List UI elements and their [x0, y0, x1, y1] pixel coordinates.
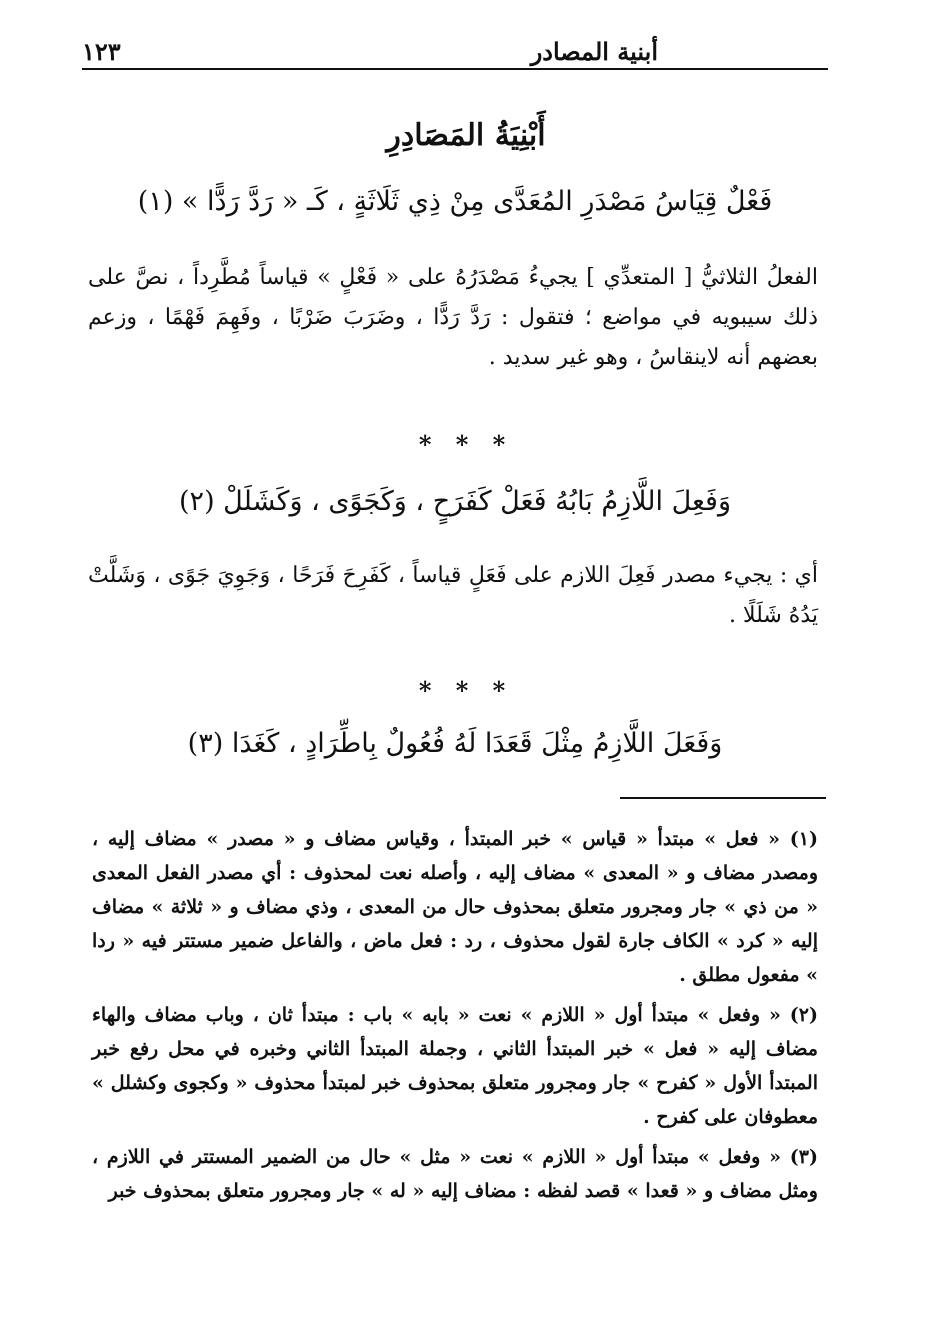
- verse-line-2: وَفَعِلَ اللَّازِمُ بَابُهُ فَعَلْ كَفَرَحٍ ، وَكَجَوًى ، وَكَشَلَلْ (٢): [179, 486, 731, 517]
- footnotes: [92, 822, 818, 1214]
- page-number: ١٢٣: [82, 37, 121, 66]
- footnote-3: (٣) « وفعل » مبتدأ أول « اللازم » نعت « مثل » حال من الضمير المستتر في اللازم ، ومثل مضاف و « قعدا » قصد لفظه : مضاف إليه « له » جار ومجرور متعلق بمحذوف خبر: [92, 1146, 818, 1202]
- running-title: أبنية المصادر: [530, 37, 658, 66]
- footnote-rule: [620, 797, 826, 799]
- section-separator-2: * * *: [418, 676, 514, 705]
- commentary-paragraph-1: الفعلُ الثلاثيُّ [ المتعدِّي ] يجيءُ مَصْدَرُهُ على « فَعْلٍ » قياساً مُطَّرِداً ، نصَّ على ذلك سيبويه في مواضع ؛ فتقول : رَدَّ رَدًّا ، وضَرَبَ ضَرْبًا ، وفَهِمَ فَهْمًا ، وزعم بعضهم أنه لاينقاسُ ، وهو غير سديد .: [88, 265, 818, 370]
- chapter-title: أَبْنِيَةُ المَصَادِرِ: [386, 118, 546, 153]
- header-rule: [82, 68, 828, 70]
- verse-line-1: فَعْلٌ قِيَاسُ مَصْدَرِ المُعَدَّى مِنْ ذِي ثَلَاثَةٍ ، كَـ « رَدَّ رَدًّا » (١): [137, 186, 773, 217]
- page-header: [82, 26, 828, 66]
- section-separator-1: * * *: [418, 430, 514, 459]
- footnote-1: (١) « فعل » مبتدأ « قياس » خبر المبتدأ ، وقياس مضاف و « مصدر » مضاف إليه ، ومصدر مضاف و « المعدى » مضاف إليه ، وأصله نعت لمحذوف : أي مصدر الفعل المعدى « من ذي » جار ومجرور متعلق بمحذوف حال من المعدى ، وذي مضاف و « ثلاثة » مضاف إليه « كرد » الكاف جارة لقول محذوف ، رد : فعل ماض ، والفاعل ضمير مستتر فيه « ردا » مفعول مطلق .: [92, 828, 818, 986]
- verse-line-3: وَفَعَلَ اللَّازِمُ مِثْلَ قَعَدَا لَهُ فُعُولٌ بِاطِّرَادٍ ، كَغَدَا (٣): [187, 728, 723, 759]
- footnote-2: (٢) « وفعل » مبتدأ أول « اللازم » نعت « بابه » باب : مبتدأ ثان ، وباب مضاف والهاء مضاف إليه « فعل » خبر المبتدأ الثاني ، وجملة المبتدأ الثاني وخبره في محل رفع خبر المبتدأ الأول « كفرح » جار ومجرور متعلق بمحذوف خبر لمبتدأ محذوف « وكجوى وكشلل » معطوفان على كفرح .: [92, 1004, 818, 1128]
- commentary-paragraph-2: أي : يجيء مصدر فَعِلَ اللازم على فَعَلٍ قياساً ، كَفَرِحَ فَرَحًا ، وَجَوِيَ جَوًى ، وَشَلَّتْ يَدُهُ شَلَلًا .: [88, 563, 818, 628]
